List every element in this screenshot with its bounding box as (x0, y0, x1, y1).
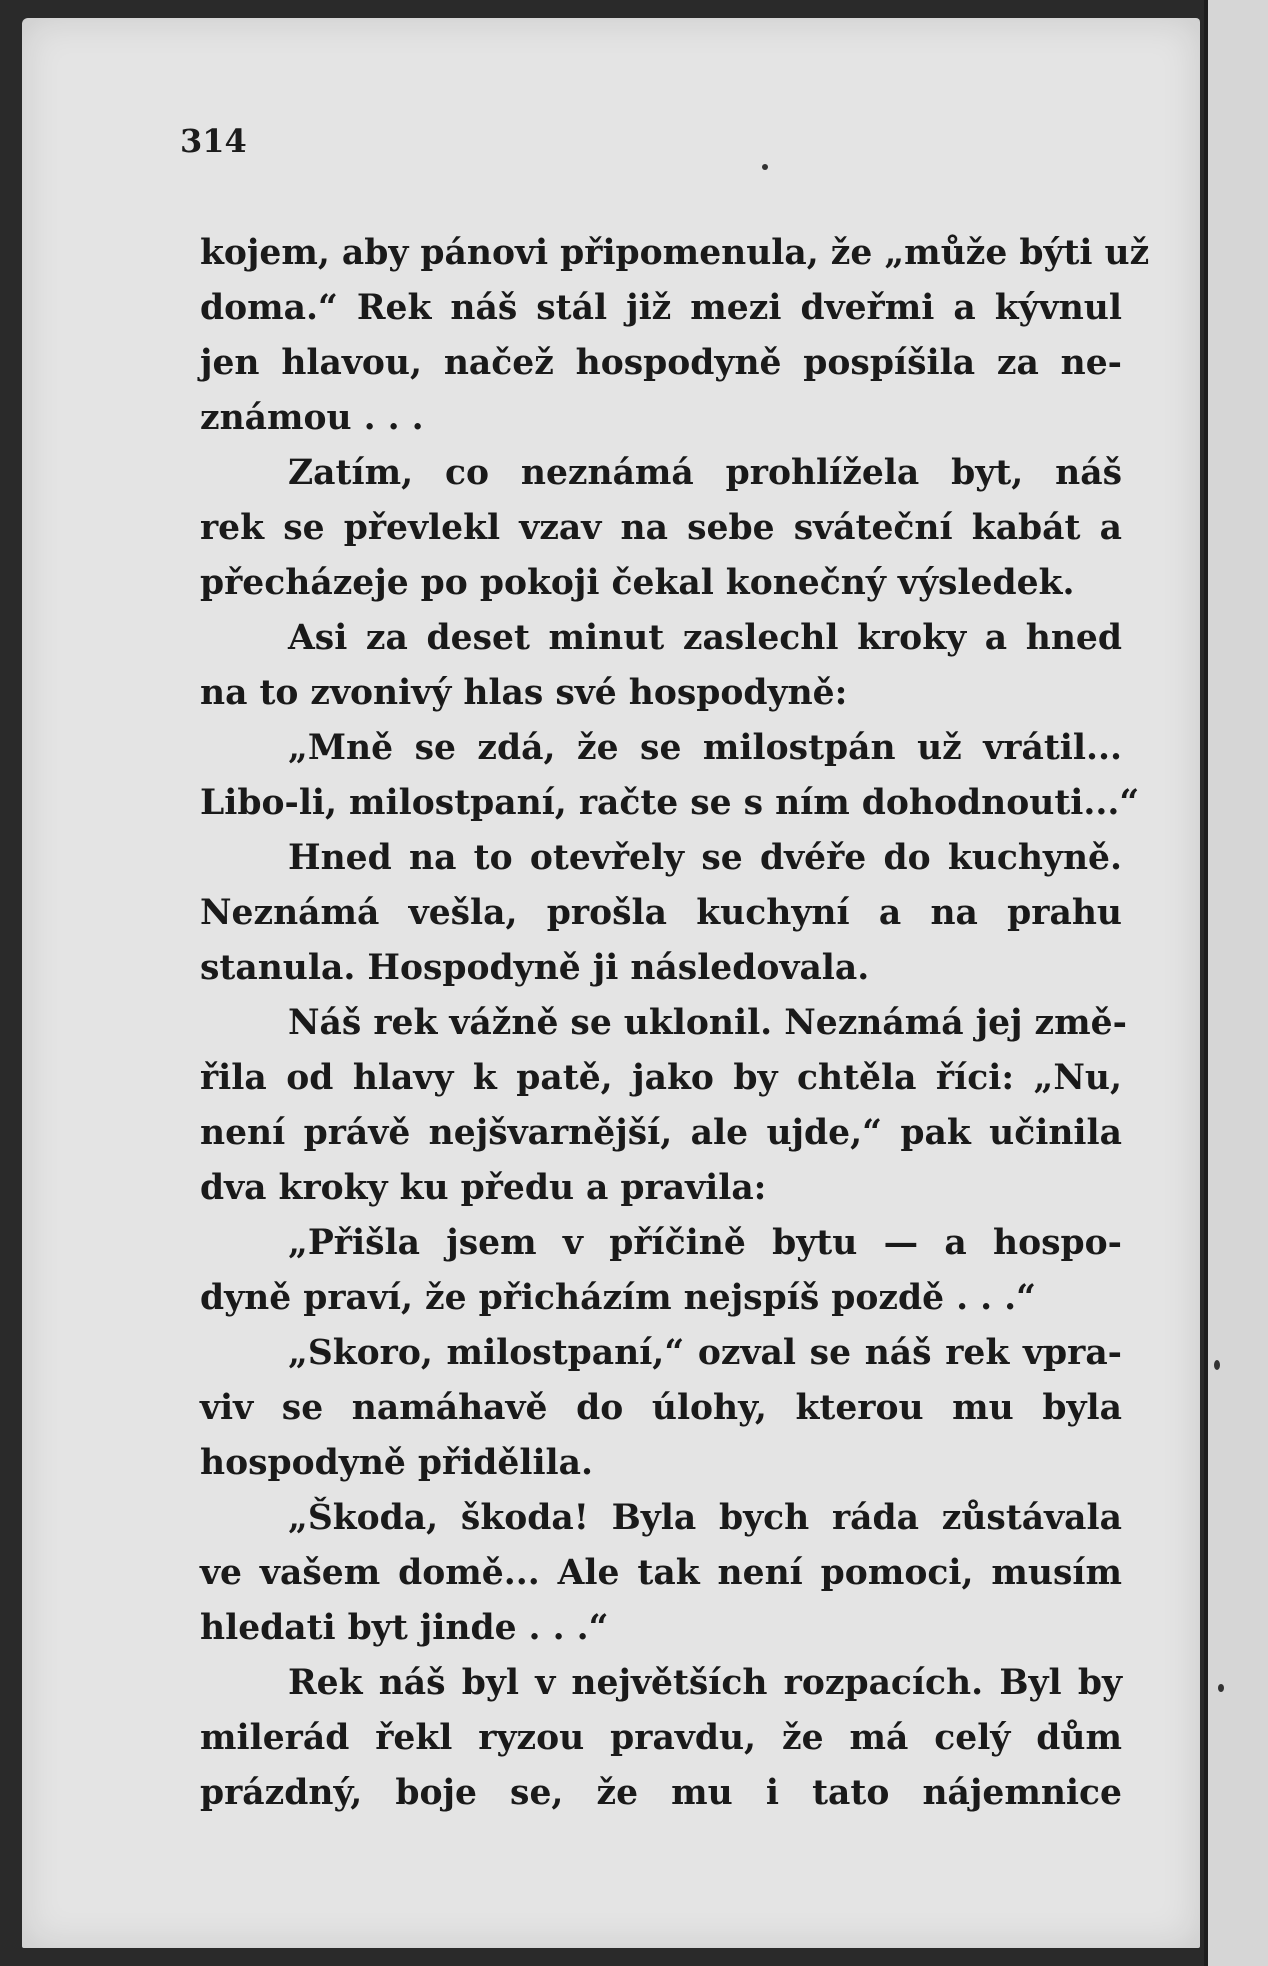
text-line: „Škoda, škoda! Byla bych ráda zůstávala (288, 1498, 1122, 1538)
text-line: „Mně se zdá, že se milostpán už vrátil... (288, 728, 1122, 768)
text-line: Neznámá vešla, prošla kuchyní a na prahu (200, 893, 1122, 933)
text-line: kojem, aby pánovi připomenula, že „může býti už (200, 233, 1150, 273)
page-number: 314 (180, 122, 247, 160)
text-line: Asi za deset minut zaslechl kroky a hned (288, 618, 1122, 658)
text-line: dva kroky ku předu a pravila: (200, 1168, 767, 1208)
text-line: „Skoro, milostpaní,“ ozval se náš rek vpra- (288, 1333, 1122, 1373)
text-line: řila od hlavy k patě, jako by chtěla říci: „Nu, (200, 1058, 1122, 1098)
text-line: milerád řekl ryzou pravdu, že má celý dům (200, 1718, 1122, 1758)
adjacent-page-edge (1204, 0, 1268, 1966)
text-line: stanula. Hospodyně ji následovala. (200, 948, 870, 988)
text-line: prázdný, boje se, že mu i tato nájemnice (200, 1773, 1122, 1813)
text-line: viv se namáhavě do úlohy, kterou mu byla (200, 1388, 1122, 1428)
text-line: Náš rek vážně se uklonil. Neznámá jej změ- (288, 1003, 1127, 1043)
print-speck (1218, 1684, 1224, 1692)
text-line: Libo-li, milostpaní, račte se s ním dohodnouti...“ (200, 783, 1140, 823)
text-line: hledati byt jinde . . .“ (200, 1608, 609, 1648)
print-speck (762, 164, 768, 170)
text-line: Zatím, co neznámá prohlížela byt, náš (288, 453, 1122, 493)
text-line: dyně praví, že přicházím nejspíš pozdě . . .“ (200, 1278, 1036, 1318)
text-line: známou . . . (200, 398, 424, 438)
text-line: hospodyně přidělila. (200, 1443, 594, 1483)
text-line: na to zvonivý hlas své hospodyně: (200, 673, 848, 713)
text-line: Hned na to otevřely se dvéře do kuchyně. (288, 838, 1122, 878)
body-text (200, 226, 1150, 1821)
text-line: „Přišla jsem v příčině bytu — a hospo- (288, 1223, 1122, 1263)
text-line: ve vašem domě... Ale tak není pomoci, musím (200, 1553, 1122, 1593)
text-line: rek se převlekl vzav na sebe sváteční kabát a (200, 508, 1122, 548)
text-line: není právě nejšvarnější, ale ujde,“ pak učinila (200, 1113, 1122, 1153)
text-line: doma.“ Rek náš stál již mezi dveřmi a kývnul (200, 288, 1122, 328)
print-speck (1214, 1360, 1220, 1370)
text-line: Rek náš byl v největších rozpacích. Byl by (288, 1663, 1122, 1703)
text-line: jen hlavou, načež hospodyně pospíšila za ne- (200, 343, 1122, 383)
text-line: přecházeje po pokoji čekal konečný výsledek. (200, 563, 1075, 603)
